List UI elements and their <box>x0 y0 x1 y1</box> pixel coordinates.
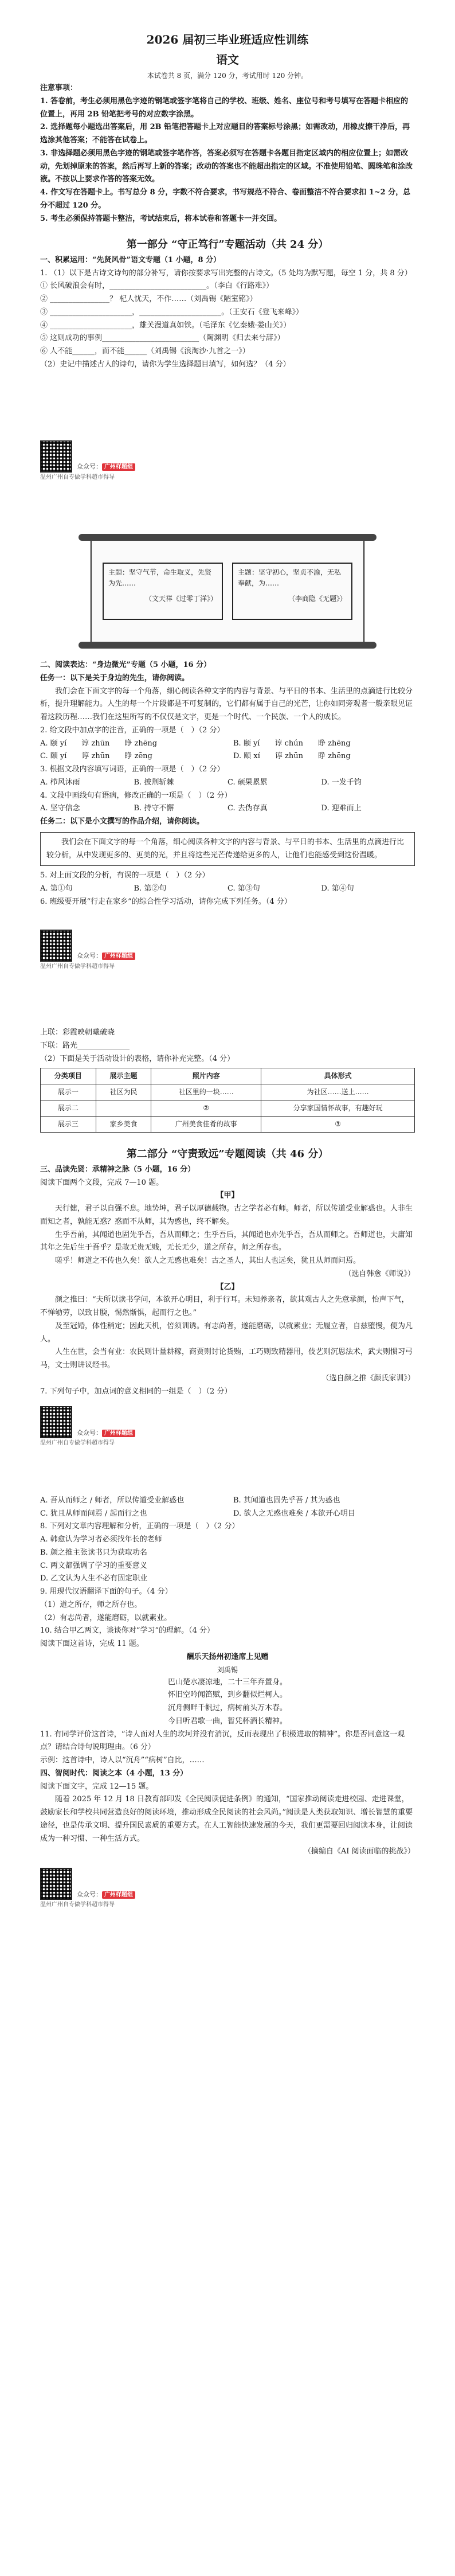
poem-author: 刘禹锡 <box>217 1665 238 1674</box>
table-header-row <box>41 1068 415 1084</box>
option: C. 硕果累累 <box>227 778 268 787</box>
notice-item: 3. 非选择题必须用黑色字迹的钢笔或签字笔作答，答案必须写在答题卡各题目指定区域内的相应位置上；如需改动，先划掉原来的答案，然后再写上新的答案；改动的答案也不能超出指定的区域。不准使用铅笔、圆珠笔和涂改液。不按以上要求作答的答案无效。 <box>40 149 413 184</box>
qr-code-icon <box>40 1406 72 1438</box>
table-cell: ② <box>151 1100 261 1117</box>
q1-line: ④ ______________________，雄关漫道真如铁。（毛泽东《忆秦娥·娄山关》） <box>40 321 291 330</box>
option: A. 吾从而师之 / 师者，所以传道受业解惑也 <box>40 1496 185 1505</box>
q1-sub2: （2）史记中描述古人的诗句，请你为学生选择题目填写，如何选？（4 分） <box>40 360 291 369</box>
activity-table <box>40 1068 415 1133</box>
task-1-lead: 任务一：以下是关于身边的先生，请你阅读。 <box>40 673 190 682</box>
option: A. 韩愈认为学习者必须找年长的老师 <box>40 1535 162 1544</box>
qr-label: 众众号： 广州样题组 <box>77 461 135 473</box>
option: B. 披荆斩棘 <box>134 778 174 787</box>
passage-yi-paragraph: 人生在世，会当有业：农民则计量耕稼，商贾则讨论货贿，工巧则致精器用，伎艺则沉思法术，武夫则惯习弓马，文士则讲议经书。 <box>40 1348 413 1369</box>
table-header-cell: 分类项目 <box>41 1068 96 1084</box>
q5-options <box>40 883 415 896</box>
q9-line: （1）道之所存，师之所存也。 <box>40 1600 142 1609</box>
option: A. 坚守信念 <box>40 804 80 813</box>
qr-footnote: 温州广州自专做学科超市得导 <box>40 963 115 970</box>
question-9: 9. 用现代汉语翻译下面的句子。（4 分） <box>40 1587 172 1596</box>
couplet-line-1: 上联：彩霞映朝曦破晓 <box>40 1028 115 1037</box>
scroll-card-source: （文天祥《过零丁洋》） <box>144 595 217 603</box>
section-2-title: 二、阅读表达：“身边微光”专题（5 小题，16 分） <box>40 661 211 669</box>
passage-jia-paragraph: 天行健，君子以自强不息。地势坤，君子以厚德载物。古之学者必有师。师者，所以传道受业解惑也。人非生而知之者，孰能无惑？惑而不从师，其为惑也，终不解矣。 <box>40 1204 413 1226</box>
scroll-rod-top <box>79 534 376 541</box>
option: D. 颐 xí 谆 zhūn 睁 zhēng <box>233 752 351 761</box>
table-cell: 为社区……送上…… <box>261 1084 415 1100</box>
passage-jia-source: （选自韩愈《师说》） <box>344 1269 415 1278</box>
option: B. 颐 yí 谆 chún 睁 zhēng <box>233 739 351 748</box>
qr-footnote: 温州广州自专做学科超市得导 <box>40 474 115 481</box>
question-8: 8. 下列对文章内容理解和分析，正确的一项是（ ）（2 分） <box>40 1522 240 1531</box>
option: D. 一发千钧 <box>321 778 362 787</box>
qr-tag: 广州样题组 <box>102 1891 135 1899</box>
option: A. 栉风沐雨 <box>40 778 80 787</box>
qr-label: 众众号： 广州样题组 <box>77 950 135 962</box>
table-cell: 分享家国情怀故事，有趣好玩 <box>261 1100 415 1117</box>
q2-options <box>40 737 415 764</box>
table-header-cell: 具体形式 <box>261 1068 415 1084</box>
poem-title: 酬乐天扬州初逢席上见赠 <box>186 1652 269 1661</box>
qr-tag: 广州样题组 <box>102 953 135 960</box>
table-cell: ③ <box>261 1117 415 1133</box>
option: C. 颐 yí 谆 zhūn 睁 zēng <box>40 752 152 761</box>
table-header-cell: 展示主题 <box>96 1068 151 1084</box>
qr-code-icon <box>40 440 72 473</box>
scroll-card-text: 主题：坚守气节，命生取义，先贤为先…… <box>108 568 212 588</box>
table-row <box>41 1100 415 1117</box>
option: D. 第④句 <box>321 884 354 893</box>
qr-label: 众众号： 广州样题组 <box>77 1427 135 1439</box>
q1-line: ② ________________？ 杞人忧天，不作……（刘禹锡《陋室铭》） <box>40 295 257 303</box>
option: D. 迎难而上 <box>321 804 362 813</box>
question-7: 7. 下列句子中，加点词的意义相同的一组是（ ）（2 分） <box>40 1387 232 1396</box>
qr-footnote: 温州广州自专做学科超市得导 <box>40 1440 115 1447</box>
option: C. 犹且从师而问焉 / 起而行之也 <box>40 1509 147 1518</box>
reading-paragraph: 我们会在下面文字的每一个角落，细心阅读各种文字的内容与背景、与平日的书本、生活里的点滴进行比较分析，提升理解能力。人生的每一个片段都是不可复制的，它们都有属于自己的光芒，让你如同旁观者一般亲眼见证着这段历程……我们在这里所写的不仅仅是文字，更是一个时代、一个民族、一个人的成长。 <box>40 686 413 721</box>
part1-title: 第一部分 “守正笃行”专题活动（共 24 分） <box>126 239 329 251</box>
notice-item: 2. 选择题每小题选出答案后，用 2B 铅笔把答题卡上对应题目的答案标号涂黑；如需改动，用橡皮擦干净后，再选涂其他答案；不能答在试卷上。 <box>40 123 410 145</box>
exam-subject: 语文 <box>216 53 239 67</box>
section-3-title: 三、品读先贤：承精神之脉（5 小题，16 分） <box>40 1165 195 1174</box>
q1-line: ⑤ 这则成功的事例__________________________（陶渊明《归去来兮辞》） <box>40 334 285 343</box>
option: D. 欲人之无惑也难矣 / 本欲开心明目 <box>233 1509 355 1518</box>
qr-code-icon <box>40 1868 72 1900</box>
section-4-title: 四、智阅时代：阅读之本（4 小题，13 分） <box>40 1769 188 1778</box>
notice-label: 注意事项： <box>40 84 78 92</box>
notice-item: 1. 答卷前，考生必须用黑色字迹的钢笔或签字笔将自己的学校、班级、姓名、座位号和考号填写在答题卡相应的位置上，再用 2B 铅笔把考号的对应数字涂黑。 <box>40 96 409 119</box>
question-11: 11. 有同学评价这首诗，“诗人面对人生的坎坷并没有消沉，反而表现出了积极进取的精神”。你是否同意这一观点？请结合诗句说明理由。（6 分） <box>40 1730 405 1752</box>
passage-yi-label: 【乙】 <box>216 1282 239 1291</box>
poem-line: 怀旧空吟闻笛赋，到乡翻似烂柯人。 <box>167 1691 287 1700</box>
qr-label: 众众号： 广州样题组 <box>77 1889 135 1900</box>
qr-footer <box>40 1868 415 1900</box>
scroll-card-source: （李商隐《无题》） <box>288 595 347 603</box>
table-row <box>41 1084 415 1100</box>
q1-line: ① 长风破浪会有时，__________________________。（李白《行路难》） <box>40 282 274 291</box>
table-row <box>41 1117 415 1133</box>
exam-title: 2026 届初三毕业班适应性训练 <box>146 33 309 46</box>
table-cell: 家乡美食 <box>96 1117 151 1133</box>
task-2-lead: 任务二：以下是小文撰写的作品介绍，请你阅读。 <box>40 817 205 826</box>
passage-yi-source: （选自颜之推《颜氏家训》） <box>321 1373 415 1383</box>
table-cell <box>96 1100 151 1117</box>
q7-options <box>40 1494 415 1521</box>
reading-source: （摘编自《AI 阅读面临的挑战》） <box>303 1847 415 1856</box>
table-header-cell: 照片内容 <box>151 1068 261 1084</box>
framed-passage <box>40 832 415 867</box>
table-cell: 展示三 <box>41 1117 96 1133</box>
poem-line: 沉舟侧畔千帆过，病树前头万木春。 <box>167 1704 287 1712</box>
option: C. 第③句 <box>227 884 260 893</box>
question-10: 10. 结合甲乙两文，谈谈你对“学习”的理解。（4 分） <box>40 1626 215 1636</box>
q1-line: ⑥ 人不能______，而不能______（刘禹锡《浪淘沙·九首之一》） <box>40 347 250 356</box>
q1-line: ③ ______________________，______________________。（王安石《登飞来峰》） <box>40 307 304 317</box>
scroll-card-left <box>103 563 223 620</box>
q9-line: （2）有志尚者，遂能磨砺，以就素业。 <box>40 1613 172 1622</box>
qr-tag: 广州样题组 <box>102 463 135 471</box>
section-3-lead: 阅读下面两个文段，完成 7—10 题。 <box>40 1178 164 1187</box>
exam-meta: 本试卷共 8 页，满分 120 分，考试用时 120 分钟。 <box>147 72 308 80</box>
notice-item: 5. 考生必须保持答题卡整洁，考试结束后，将本试卷和答题卡一并交回。 <box>40 214 282 223</box>
scroll-body <box>90 541 365 642</box>
passage-yi-paragraph: 颜之推曰：“夫所以读书学问，本欲开心明目，利于行耳。未知养亲者，欲其观古人之先意承颜，怡声下气，不惮劬劳，以致甘腝，惕然惭惧，起而行之也。” <box>40 1295 409 1317</box>
couplet-line-2: 下联：路光______________ <box>40 1041 130 1050</box>
passage-jia-label: 【甲】 <box>216 1191 239 1200</box>
table-cell: 社区为民 <box>96 1084 151 1100</box>
table-question: （2）下面是关于活动设计的表格，请你补充完整。（4 分） <box>40 1054 235 1063</box>
scroll-illustration <box>79 534 376 649</box>
question-5: 5. 对上面文段的分析，有误的一项是（ ）（2 分） <box>40 871 210 880</box>
qr-footer <box>40 440 415 473</box>
reading-paragraph: 随着 2025 年 12 月 18 日教育部印发《全民阅读促进条例》的通知，“国家推动阅读走进校园、走进课堂，鼓励家长和学校共同营造良好的阅读环境，推动形成全民阅读的社会风尚。”阅读是人类获取知识、增长智慧的重要途径，也是传承文明、提升国民素质的重要方式。在人工智能快速发展的今天，我们更需要回归阅读本身，让阅读成为一种习惯、一种生活方式。 <box>40 1795 413 1843</box>
qr-tag: 广州样题组 <box>102 1430 135 1437</box>
poem-line: 今日听君歌一曲，暂凭杯酒长精神。 <box>167 1716 287 1726</box>
table-cell: 展示二 <box>41 1100 96 1117</box>
option: B. 持守不懈 <box>134 804 174 813</box>
q4-options <box>40 802 415 815</box>
notice-item: 4. 作文写在答题卡上。书写总分 8 分，字数不符合要求，书写规范不符合、卷面整洁不符合要求扣 1~2 分，总分不超过 120 分。 <box>40 188 411 210</box>
option: C. 两文都强调了学习的重要意义 <box>40 1561 147 1570</box>
option: A. 颐 yí 谆 zhūn 睁 zhēng <box>40 739 158 748</box>
option: D. 乙文认为人生不必有固定职业 <box>40 1574 148 1583</box>
q11-note: 示例：这首诗中，诗人以“沉舟”“病树”自比，…… <box>40 1756 205 1765</box>
scroll-rod-bottom <box>79 642 376 649</box>
table-cell: 展示一 <box>41 1084 96 1100</box>
question-1-lead: 1. （1）以下是古诗文诗句的部分补写，请你按要求写出完整的古诗文。（5 处均为默写题，每空 1 分，共 8 分） <box>40 268 412 278</box>
part2-title: 第二部分 “守责致远”专题阅读（共 46 分） <box>126 1148 329 1161</box>
question-2: 2. 给文段中加点字的注音，正确的一项是（ ）（2 分） <box>40 725 225 735</box>
poem-lead: 阅读下面这首诗，完成 11 题。 <box>40 1640 144 1648</box>
framed-passage-text: 我们会在下面文字的每一个角落，细心阅读各种文字的内容与背景、与平日的书本、生活里的点滴进行比较分析，从中发现更多的、更美的光，并且将这些光芒传递给更多的人，让他们也能感受到这份温暖。 <box>46 837 405 860</box>
section-4-lead: 阅读下面文字，完成 12—15 题。 <box>40 1782 154 1791</box>
poem-line: 巴山楚水凄凉地，二十三年弃置身。 <box>167 1677 287 1687</box>
q3-options <box>40 776 415 790</box>
table-cell: 广州美食佳肴的故事 <box>151 1117 261 1133</box>
question-3: 3. 根据文段内容填写词语，正确的一项是（ ）（2 分） <box>40 765 225 774</box>
question-4: 4. 文段中画线句有语病，修改正确的一项是（ ）（2 分） <box>40 791 232 800</box>
table-cell: 社区里的一块…… <box>151 1084 261 1100</box>
qr-code-icon <box>40 930 72 962</box>
passage-jia-paragraph: 生乎吾前，其闻道也固先乎吾，吾从而师之；生乎吾后，其闻道也亦先乎吾，吾从而师之。吾师道也，夫庸知其年之先后生于吾乎？是故无贵无贱，无长无少，道之所存，师之所存也。 <box>40 1230 413 1252</box>
scroll-card-text: 主题：坚守初心，坚贞不渝，无私奉献，为…… <box>238 568 342 588</box>
scroll-card-right <box>232 563 352 620</box>
passage-jia-paragraph: 嗟乎！师道之不传也久矣！欲人之无惑也难矣！古之圣人，其出人也远矣，犹且从师而问焉。 <box>55 1256 361 1265</box>
option: C. 去伪存真 <box>227 804 268 813</box>
qr-footer <box>40 1406 415 1438</box>
option: B. 其闻道也固先乎吾 / 其为惑也 <box>233 1496 340 1505</box>
option: A. 第①句 <box>40 884 73 893</box>
qr-footnote: 温州广州自专做学科超市得导 <box>40 1902 115 1908</box>
option: B. 颜之推主张读书只为获取功名 <box>40 1548 147 1557</box>
section-1-title: 一、积累运用：“先贤风骨”语文专题（1 小题，8 分） <box>40 255 221 264</box>
passage-yi-paragraph: 及至冠婚，体性稍定；因此天机，倍须训诱。有志尚者，遂能磨砺，以就素业；无履立者，自兹堕慢，便为凡人。 <box>40 1321 413 1344</box>
qr-footer <box>40 930 415 962</box>
question-6: 6. 班级要开展“行走在家乡”的综合性学习活动，请你完成下列任务。（4 分） <box>40 897 292 906</box>
option: B. 第②句 <box>134 884 167 893</box>
